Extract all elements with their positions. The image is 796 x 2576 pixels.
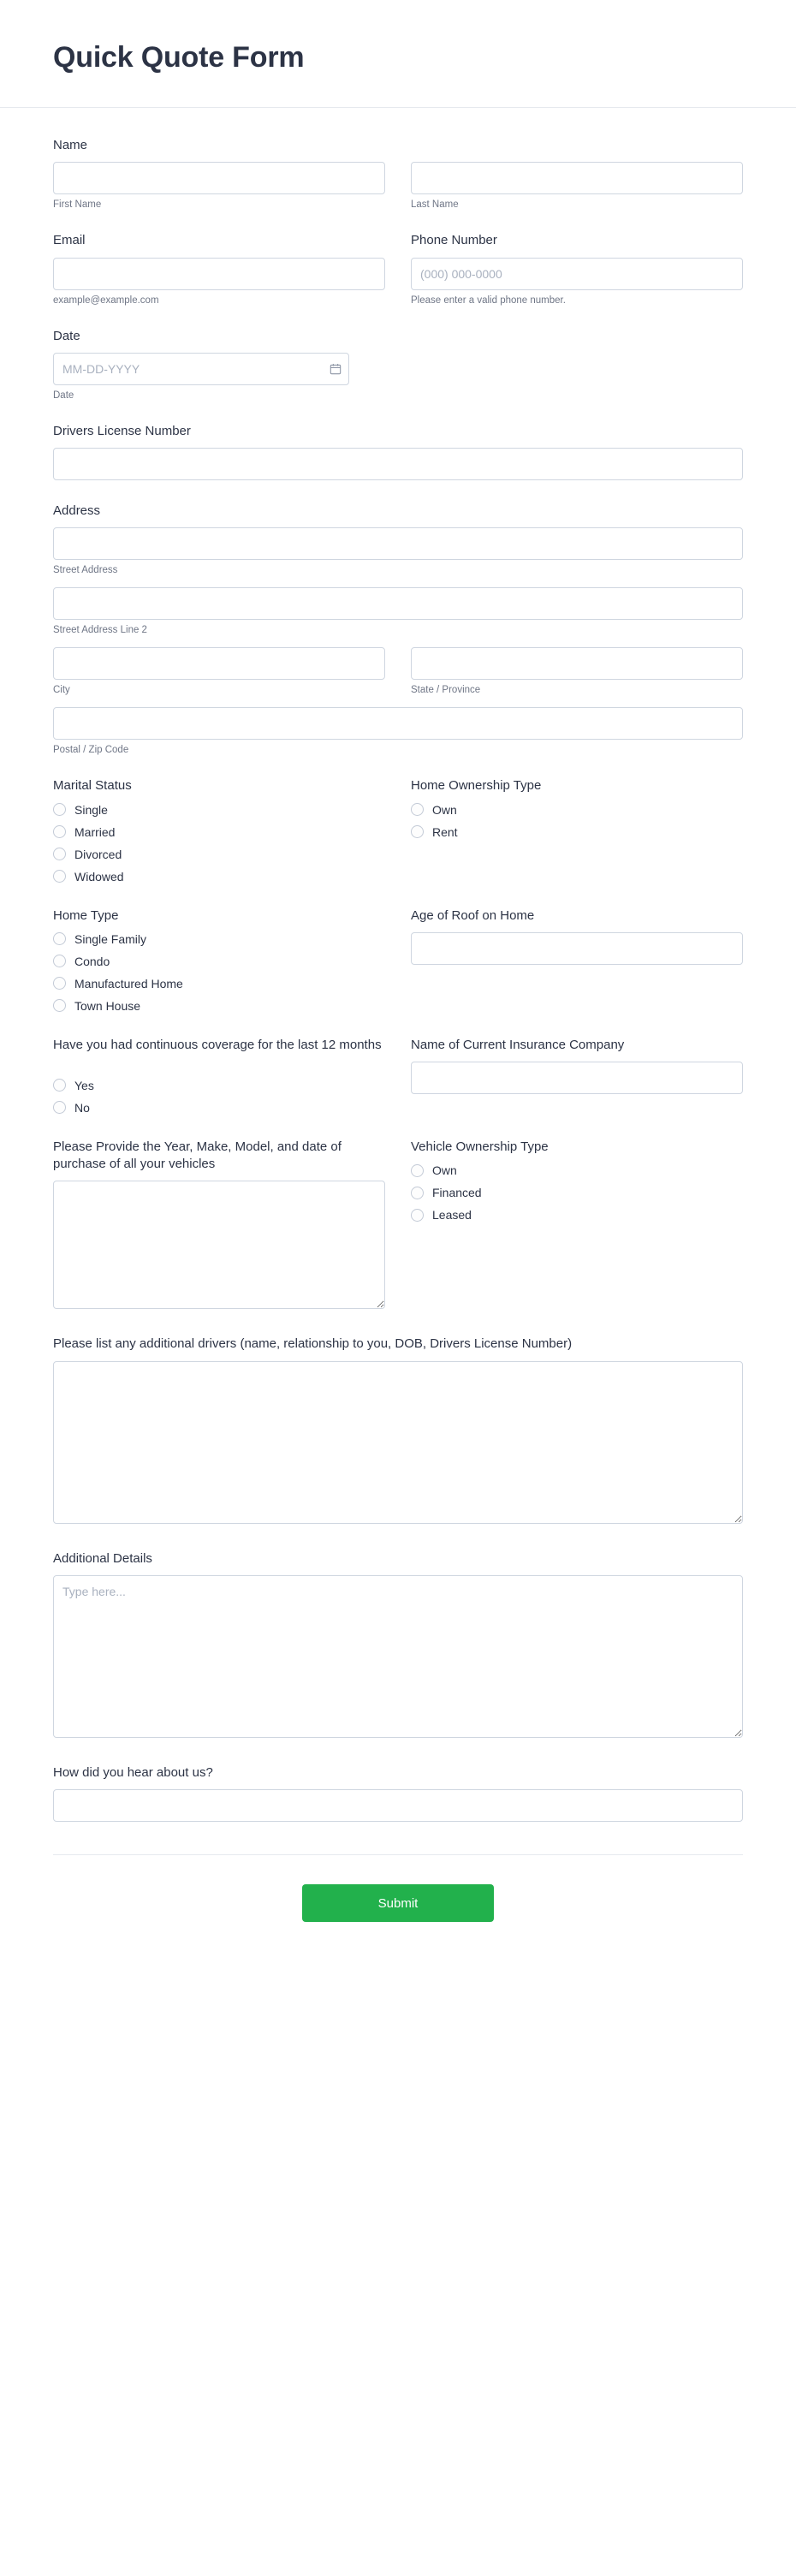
drivers-license-field-group bbox=[53, 423, 743, 480]
home-ownership-options bbox=[411, 803, 743, 839]
hometype-roof-row bbox=[53, 907, 743, 1021]
current-insurance-input[interactable] bbox=[411, 1062, 743, 1094]
home-type-group bbox=[53, 907, 385, 1021]
radio-hometype-town-house[interactable] bbox=[53, 999, 385, 1013]
submit-button[interactable]: Submit bbox=[302, 1884, 494, 1922]
radio-label: Leased bbox=[432, 1208, 472, 1222]
radio-marital-married[interactable] bbox=[53, 825, 385, 839]
date-label: Date bbox=[53, 328, 80, 343]
street-address-2-sublabel: Street Address Line 2 bbox=[53, 625, 147, 636]
radio-label: Own bbox=[432, 1163, 457, 1177]
hear-about-us-input[interactable] bbox=[53, 1789, 743, 1822]
radio-ownership-own[interactable] bbox=[411, 803, 743, 817]
vehicles-label: Please Provide the Year, Make, Model, and date of purchase of all your vehicles bbox=[53, 1139, 342, 1171]
radio-marital-widowed[interactable] bbox=[53, 870, 385, 883]
continuous-coverage-label: Have you had continuous coverage for the last 12 months bbox=[53, 1037, 382, 1052]
radio-vehicle-financed[interactable] bbox=[411, 1186, 743, 1199]
date-sublabel: Date bbox=[53, 390, 74, 401]
radio-vehicle-leased[interactable] bbox=[411, 1208, 743, 1222]
additional-drivers-textarea[interactable] bbox=[53, 1361, 743, 1524]
radio-circle-icon bbox=[53, 955, 66, 967]
radio-circle-icon bbox=[53, 825, 66, 838]
hear-about-us-group bbox=[53, 1764, 743, 1822]
vehicle-ownership-group bbox=[411, 1139, 743, 1230]
city-state-row bbox=[53, 647, 743, 695]
radio-label: Town House bbox=[74, 998, 141, 1013]
home-ownership-label: Home Ownership Type bbox=[411, 778, 542, 794]
additional-details-textarea[interactable] bbox=[53, 1575, 743, 1738]
radio-circle-icon bbox=[411, 1187, 424, 1199]
email-phone-row bbox=[53, 232, 743, 305]
street-address-sublabel: Street Address bbox=[53, 565, 118, 576]
email-field-group bbox=[53, 232, 385, 305]
form-footer bbox=[53, 1854, 743, 1960]
radio-circle-icon bbox=[53, 870, 66, 883]
additional-drivers-label: Please list any additional drivers (name, relationship to you, DOB, Drivers License Number) bbox=[53, 1336, 573, 1352]
zip-input[interactable] bbox=[53, 707, 743, 740]
drivers-license-input[interactable] bbox=[53, 448, 743, 480]
email-sublabel: example@example.com bbox=[53, 294, 159, 306]
radio-hometype-manufactured[interactable] bbox=[53, 977, 385, 991]
home-ownership-group bbox=[411, 777, 743, 847]
last-name-sublabel: Last Name bbox=[411, 199, 459, 211]
radio-label: Widowed bbox=[74, 869, 124, 883]
radio-hometype-single-family[interactable] bbox=[53, 932, 385, 946]
radio-coverage-no[interactable] bbox=[53, 1101, 385, 1115]
street-address-2-wrapper bbox=[53, 587, 743, 635]
radio-label: Divorced bbox=[74, 847, 122, 861]
email-input[interactable] bbox=[53, 258, 385, 290]
radio-label: Married bbox=[74, 824, 116, 839]
hear-about-us-label: How did you hear about us? bbox=[53, 1764, 213, 1780]
radio-circle-icon bbox=[53, 848, 66, 860]
radio-circle-icon bbox=[53, 977, 66, 990]
state-input[interactable] bbox=[411, 647, 743, 680]
radio-circle-icon bbox=[53, 1101, 66, 1114]
vehicles-textarea[interactable] bbox=[53, 1181, 385, 1309]
marital-status-group bbox=[53, 777, 385, 891]
phone-input[interactable] bbox=[411, 258, 743, 290]
first-name-sublabel: First Name bbox=[53, 199, 102, 211]
radio-marital-single[interactable] bbox=[53, 803, 385, 817]
radio-coverage-yes[interactable] bbox=[53, 1079, 385, 1092]
radio-ownership-rent[interactable] bbox=[411, 825, 743, 839]
radio-circle-icon bbox=[53, 803, 66, 816]
page-title: Quick Quote Form bbox=[53, 41, 305, 74]
marital-ownership-row bbox=[53, 777, 743, 891]
date-input-wrapper bbox=[53, 353, 349, 385]
marital-status-options bbox=[53, 803, 385, 883]
vehicles-row bbox=[53, 1139, 743, 1314]
city-wrapper bbox=[53, 647, 385, 695]
first-name-wrapper bbox=[53, 162, 385, 210]
radio-circle-icon bbox=[411, 803, 424, 816]
radio-label: Single bbox=[74, 802, 108, 817]
radio-marital-divorced[interactable] bbox=[53, 848, 385, 861]
state-sublabel: State / Province bbox=[411, 685, 481, 696]
last-name-input[interactable] bbox=[411, 162, 743, 194]
current-insurance-group bbox=[411, 1037, 743, 1094]
state-wrapper bbox=[411, 647, 743, 695]
street-address-wrapper bbox=[53, 527, 743, 575]
city-input[interactable] bbox=[53, 647, 385, 680]
roof-age-group bbox=[411, 907, 743, 965]
additional-details-group bbox=[53, 1550, 743, 1742]
radio-label: Condo bbox=[74, 954, 110, 968]
continuous-coverage-group bbox=[53, 1037, 385, 1123]
radio-label: Own bbox=[432, 802, 457, 817]
home-type-label: Home Type bbox=[53, 907, 119, 923]
radio-label: No bbox=[74, 1100, 90, 1115]
street-address-input[interactable] bbox=[53, 527, 743, 560]
date-field-group bbox=[53, 328, 743, 401]
phone-label: Phone Number bbox=[411, 233, 497, 248]
radio-circle-icon bbox=[411, 825, 424, 838]
zip-wrapper bbox=[53, 707, 743, 755]
roof-age-input[interactable] bbox=[411, 932, 743, 965]
address-field-group bbox=[53, 503, 743, 755]
vehicle-ownership-options bbox=[411, 1163, 743, 1222]
drivers-license-label: Drivers License Number bbox=[53, 423, 191, 438]
radio-circle-icon bbox=[53, 999, 66, 1012]
vehicle-ownership-label: Vehicle Ownership Type bbox=[411, 1139, 549, 1154]
continuous-coverage-options bbox=[53, 1079, 385, 1115]
radio-circle-icon bbox=[53, 932, 66, 945]
radio-label: Single Family bbox=[74, 931, 147, 946]
first-name-input[interactable] bbox=[53, 162, 385, 194]
vehicles-group bbox=[53, 1139, 385, 1314]
name-field-group bbox=[53, 137, 743, 210]
form-body bbox=[0, 108, 796, 1960]
radio-label: Manufactured Home bbox=[74, 976, 183, 991]
home-type-options bbox=[53, 932, 385, 1013]
current-insurance-label: Name of Current Insurance Company bbox=[411, 1037, 625, 1052]
date-input[interactable] bbox=[53, 353, 349, 385]
radio-label: Rent bbox=[432, 824, 458, 839]
phone-field-group bbox=[411, 232, 743, 305]
form-header bbox=[0, 0, 796, 108]
radio-circle-icon bbox=[411, 1164, 424, 1177]
coverage-insurance-row bbox=[53, 1037, 743, 1123]
radio-circle-icon bbox=[53, 1079, 66, 1092]
roof-age-label: Age of Roof on Home bbox=[411, 907, 535, 923]
address-label: Address bbox=[53, 503, 101, 518]
additional-drivers-group bbox=[53, 1336, 743, 1527]
radio-circle-icon bbox=[411, 1209, 424, 1222]
name-label: Name bbox=[53, 138, 88, 152]
radio-label: Yes bbox=[74, 1078, 94, 1092]
radio-hometype-condo[interactable] bbox=[53, 955, 385, 968]
street-address-2-input[interactable] bbox=[53, 587, 743, 620]
marital-status-label: Marital Status bbox=[53, 778, 132, 794]
city-sublabel: City bbox=[53, 685, 70, 696]
last-name-wrapper bbox=[411, 162, 743, 210]
email-label: Email bbox=[53, 233, 86, 248]
additional-details-label: Additional Details bbox=[53, 1550, 152, 1566]
radio-label: Financed bbox=[432, 1186, 482, 1199]
zip-sublabel: Postal / Zip Code bbox=[53, 745, 129, 756]
radio-vehicle-own[interactable] bbox=[411, 1163, 743, 1177]
phone-sublabel: Please enter a valid phone number. bbox=[411, 294, 566, 306]
